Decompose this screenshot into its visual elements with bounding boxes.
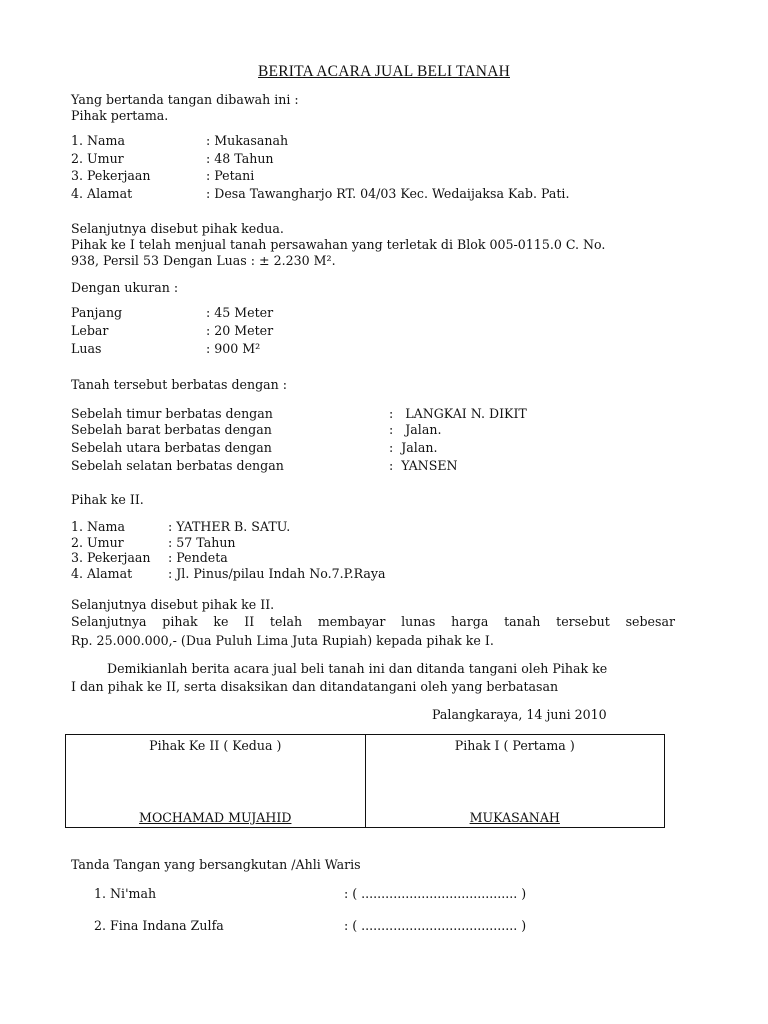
field-value: : 57 Tahun [168,535,236,550]
field-value: : YANSEN [389,458,458,473]
pihak2-row [71,566,386,582]
signatory-name: MOCHAMAD MUJAHID [139,810,292,826]
witness-label: Tanda Tangan yang bersangkutan /Ahli Waris [71,857,361,872]
field-label: 3. Pekerjaan [71,168,151,183]
field-label: 3. Pekerjaan [71,550,151,565]
field-value: : LANGKAI N. DIKIT [389,406,527,421]
closing-line2: I dan pihak ke II, serta disaksikan dan ditandatangani oleh yang berbatasan [71,679,559,694]
witness-row [94,886,526,902]
witness-signature-line: : ( ....................................... ) [344,918,527,933]
field-label: 4. Alamat [71,186,133,201]
pihak1-row [71,151,274,167]
sale-statement-line1: Pihak ke I telah menjual tanah persawahan yang terletak di Blok 005-0115.0 C. No. [71,237,606,252]
field-value: : 900 M² [206,341,261,356]
signature-name [366,810,665,826]
field-value: : Petani [206,168,255,183]
signature-cell-pihak-ii [66,735,365,827]
place-date: Palangkaraya, 14 juni 2010 [432,707,607,722]
signature-table [65,734,665,828]
signature-cell-pihak-i [365,735,665,827]
field-label: 2. Umur [71,535,124,550]
pihak2-row [71,550,228,566]
field-label: 4. Alamat [71,566,133,581]
selanjutnya-pihak-ke-ii: Selanjutnya disebut pihak ke II. [71,597,275,612]
ukuran-row [71,341,260,357]
pihak2-label: Pihak ke II. [71,492,144,507]
signature-heading: Pihak Ke II ( Kedua ) [149,738,282,753]
field-value: : Pendeta [168,550,228,565]
payment-line1: Selanjutnya pihak ke II telah membayar lunas harga tanah tersebut sebesar [71,614,675,629]
field-label: Sebelah selatan berbatas dengan [71,458,284,473]
signature-name [66,810,365,826]
ukuran-row [71,323,273,339]
batas-row [71,458,458,474]
document-title: BERITA ACARA JUAL BELI TANAH [258,63,510,80]
payment-line2: Rp. 25.000.000,- (Dua Puluh Lima Juta Rupiah) kepada pihak ke I. [71,633,494,648]
pihak1-row [71,133,288,149]
field-label: 1. Nama [71,133,125,148]
field-value: : YATHER B. SATU. [168,519,291,534]
pihak2-row [71,535,236,551]
field-label: Luas [71,341,102,356]
batas-label: Tanah tersebut berbatas dengan : [71,377,288,392]
field-label: 2. Umur [71,151,124,166]
sale-statement-line2: 938, Persil 53 Dengan Luas : ± 2.230 M². [71,253,336,268]
field-value: : Desa Tawangharjo RT. 04/03 Kec. Wedaijaksa Kab. Pati. [206,186,570,201]
pihak2-row [71,519,290,535]
field-value: : 48 Tahun [206,151,274,166]
signatory-name: MUKASANAH [469,810,560,826]
witness-signature-line: : ( ....................................... ) [344,886,527,901]
batas-row [71,440,437,456]
field-label: Sebelah barat berbatas dengan [71,422,272,437]
field-label: Sebelah timur berbatas dengan [71,406,273,421]
field-label: Sebelah utara berbatas dengan [71,440,272,455]
ukuran-row [71,305,273,321]
closing-line1: Demikianlah berita acara jual beli tanah ini dan ditanda tangani oleh Pihak ke [107,661,608,676]
intro-text: Yang bertanda tangan dibawah ini : [71,92,299,107]
witness-row [94,918,526,934]
pihak1-label: Pihak pertama. [71,108,169,123]
field-value: : 45 Meter [206,305,274,320]
batas-row [71,422,441,438]
pihak1-row [71,186,569,202]
pihak1-row [71,168,254,184]
field-label: Lebar [71,323,109,338]
field-value: : Jalan. [389,422,442,437]
witness-name: 2. Fina Indana Zulfa [94,918,224,933]
field-value: : 20 Meter [206,323,274,338]
field-value: : Mukasanah [206,133,289,148]
witness-name: 1. Ni'mah [94,886,157,901]
field-label: Panjang [71,305,123,320]
selanjutnya-pihak-kedua: Selanjutnya disebut pihak kedua. [71,221,284,236]
field-label: 1. Nama [71,519,125,534]
batas-row [71,406,527,422]
field-value: : Jl. Pinus/pilau Indah No.7.P.Raya [168,566,386,581]
signature-heading: Pihak I ( Pertama ) [454,738,575,753]
ukuran-label: Dengan ukuran : [71,280,179,295]
field-value: : Jalan. [389,440,438,455]
